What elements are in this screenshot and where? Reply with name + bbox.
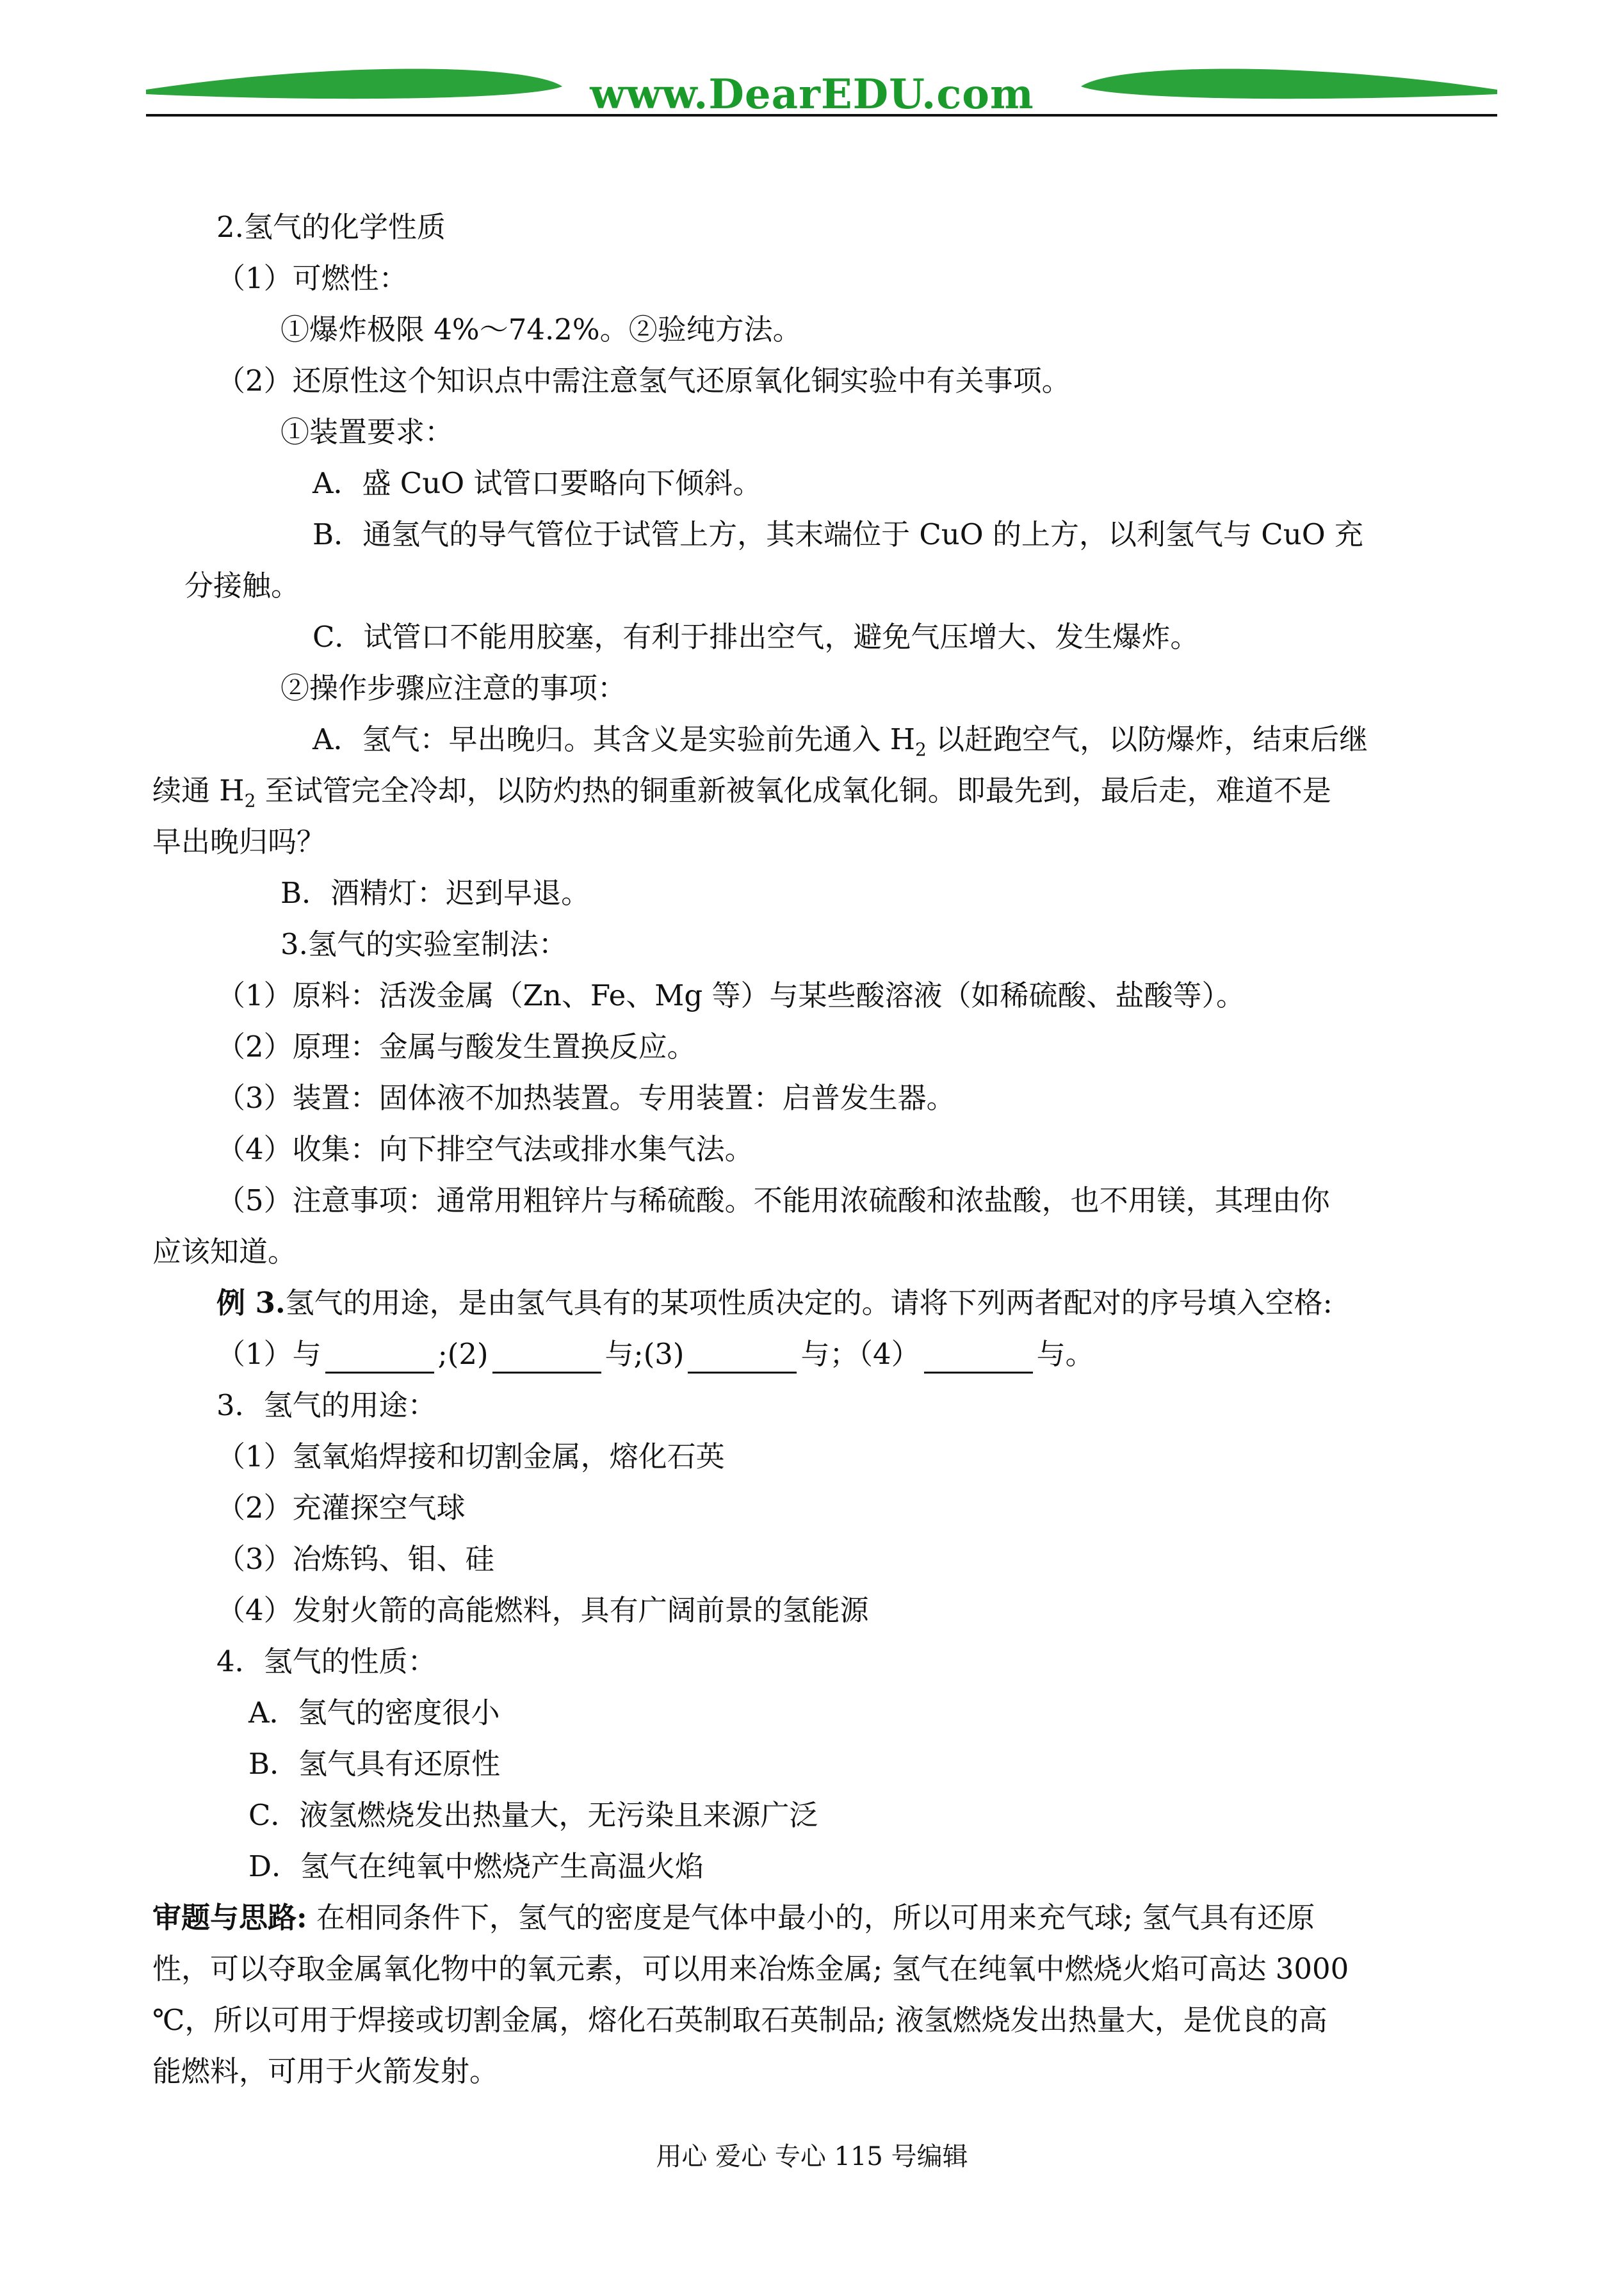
text-line: （1）原料：活泼金属（Zn、Fe、Mg 等）与某些酸溶液（如稀硫酸、盐酸等）。 [216, 978, 1245, 1012]
example-line: 例 3.氢气的用途，是由氢气具有的某项性质决定的。请将下列两者配对的序号填入空格: [216, 1286, 1333, 1320]
page-footer: 用心 爱心 专心 115 号编辑 [656, 2142, 968, 2171]
text-line: （4）发射火箭的高能燃料，具有广阔前景的氢能源 [216, 1593, 869, 1627]
section-title: 4．氢气的性质： [216, 1644, 437, 1678]
text-line: （4）收集：向下排空气法或排水集气法。 [216, 1132, 754, 1166]
blank-1 [325, 1345, 434, 1374]
text-line: ①爆炸极限 4%～74.2%。②验纯方法。 [280, 312, 802, 346]
text-line: （1）可燃性： [216, 261, 408, 295]
blank-2 [492, 1345, 601, 1374]
text-line: A．盛 CuO 试管口要略向下倾斜。 [313, 466, 762, 500]
section-title: 2.氢气的化学性质 [216, 210, 446, 244]
text-line: C．试管口不能用胶塞，有利于排出空气，避免气压增大、发生爆炸。 [313, 620, 1199, 654]
text-line: ②操作步骤应注意的事项： [280, 671, 627, 705]
text-line: C．液氢燃烧发出热量大，无污染且来源广泛 [248, 1798, 818, 1832]
text-line: 应该知道。 [152, 1235, 297, 1269]
site-brand: www.DearEDU.com [590, 70, 1034, 118]
analysis-line: 审题与思路: 在相同条件下，氢气的密度是气体中最小的，所以可用来充气球; 氢气具有还原 [152, 1901, 1315, 1934]
blank-4 [924, 1345, 1033, 1374]
blank-3 [688, 1345, 797, 1374]
section-title: 3.氢气的实验室制法： [280, 927, 567, 961]
fill-blank-line: （1）与 ;(2) 与;(3) 与；（4） 与。 [216, 1335, 1094, 1374]
text-line: （2）充灌探空气球 [216, 1491, 466, 1525]
text-line: （3）冶炼钨、钼、硅 [216, 1542, 494, 1576]
text-line: 分接触。 [184, 569, 300, 603]
text-line: B．氢气具有还原性 [248, 1747, 501, 1781]
section-title: 3．氢气的用途： [216, 1388, 437, 1422]
text-line: 性，可以夺取金属氧化物中的氧元素，可以用来冶炼金属; 氢气在纯氧中燃烧火焰可高达 3000 [152, 1952, 1349, 1986]
text-line: D．氢气在纯氧中燃烧产生高温火焰 [248, 1849, 704, 1883]
text-line: ℃，所以可用于焊接或切割金属，熔化石英制取石英制品; 液氢燃烧发出热量大，是优良的高 [152, 2003, 1328, 2037]
text-line: B．通氢气的导气管位于试管上方，其末端位于 CuO 的上方，以利氢气与 CuO 充 [313, 517, 1363, 551]
text-line: 续通 $H_2$ 至试管完全冷却，以防灼热的铜重新被氧化成氧化铜。即最先到，最后走，难道不是 [152, 774, 1331, 811]
text-line: A．氢气的密度很小 [248, 1696, 500, 1730]
text-line: （2）还原性这个知识点中需注意氢气还原氧化铜实验中有关事项。 [216, 364, 1071, 398]
text-line: ①装置要求： [280, 415, 454, 449]
text-line: B．酒精灯：迟到早退。 [280, 876, 590, 910]
text-line: 早出晚归吗？ [152, 825, 326, 859]
text-line: （3）装置：固体液不加热装置。专用装置：启普发生器。 [216, 1081, 955, 1115]
text-line: （1）氢氧焰焊接和切割金属，熔化石英 [216, 1439, 725, 1473]
text-line: 能燃料，可用于火箭发射。 [152, 2054, 499, 2088]
text-line: （5）注意事项：通常用粗锌片与稀硫酸。不能用浓硫酸和浓盐酸，也不用镁，其理由你 [216, 1183, 1330, 1217]
text-line: （2）原理：金属与酸发生置换反应。 [216, 1030, 696, 1064]
text-line: A．氢气：早出晚归。其含义是实验前先通入 $H_2$ 以赶跑空气，以防爆炸，结束后继 [313, 722, 1368, 760]
